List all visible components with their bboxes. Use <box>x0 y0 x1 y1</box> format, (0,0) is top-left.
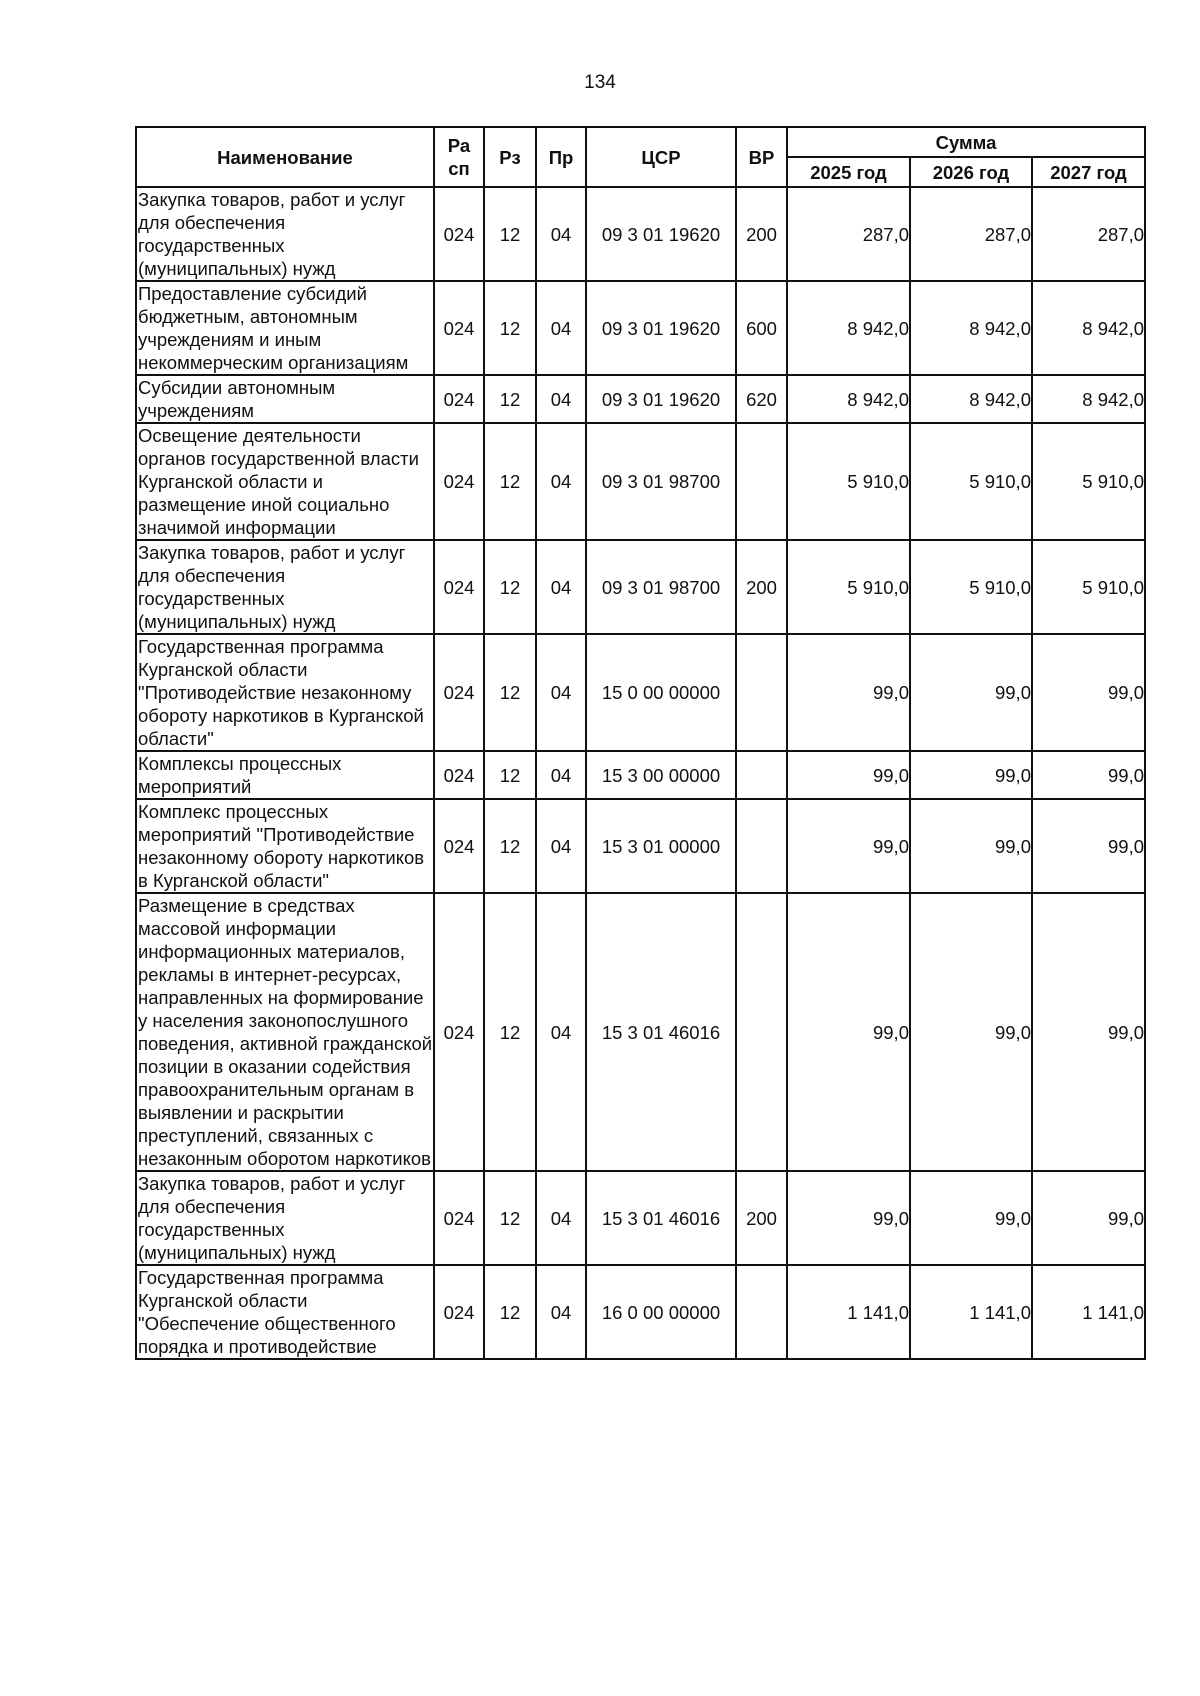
table-body <box>136 187 1145 1359</box>
cell-2025: 8 942,0 <box>787 281 910 375</box>
header-csr: ЦСР <box>586 127 736 187</box>
cell-name: Комплексы процессных мероприятий <box>136 751 434 799</box>
cell-vr <box>736 893 787 1171</box>
cell-rz: 12 <box>484 634 536 751</box>
cell-rasp: 024 <box>434 634 484 751</box>
cell-name: Размещение в средствах массовой информации информационных материалов, рекламы в интернет-ресурсах, направленных на формирование у населения законопослушного поведения, активной гражданской позиции в оказании содействия правоохранительным органам в выявлении и раскрытии преступлений, связанных с незаконным оборотом наркотиков <box>138 895 433 1169</box>
cell-csr: 09 3 01 19620 <box>586 187 736 281</box>
cell-name: Закупка товаров, работ и услуг для обеспечения государственных (муниципальных) нужд <box>136 187 434 281</box>
header-rasp-top: Ра <box>447 135 471 156</box>
table-row <box>136 751 1145 799</box>
cell-2027: 99,0 <box>1032 1171 1145 1265</box>
page-number: 134 <box>584 72 616 93</box>
cell-2025: 99,0 <box>787 1171 910 1265</box>
table-row <box>136 893 1145 1171</box>
cell-2026: 99,0 <box>910 799 1032 893</box>
cell-pr: 04 <box>536 375 586 423</box>
cell-rasp: 024 <box>434 751 484 799</box>
header-name: Наименование <box>136 127 434 187</box>
cell-2027: 8 942,0 <box>1032 375 1145 423</box>
cell-2026: 99,0 <box>910 634 1032 751</box>
table-row <box>136 799 1145 893</box>
cell-pr: 04 <box>536 1171 586 1265</box>
cell-2026: 99,0 <box>910 1171 1032 1265</box>
cell-2026: 8 942,0 <box>910 375 1032 423</box>
cell-rz: 12 <box>484 187 536 281</box>
header-rasp-bottom: сп <box>448 158 470 179</box>
cell-rz: 12 <box>484 799 536 893</box>
cell-rasp: 024 <box>434 893 484 1171</box>
cell-csr: 15 3 01 46016 <box>586 893 736 1171</box>
cell-rz: 12 <box>484 1265 536 1359</box>
cell-2025: 287,0 <box>787 187 910 281</box>
cell-rz: 12 <box>484 893 536 1171</box>
cell-vr <box>736 423 787 540</box>
cell-2026: 99,0 <box>910 751 1032 799</box>
cell-name: Государственная программа Курганской области "Противодействие незаконному обороту наркотиков в Курганской области" <box>136 634 434 751</box>
cell-name: Закупка товаров, работ и услуг для обеспечения государственных (муниципальных) нужд <box>136 1171 434 1265</box>
cell-rz: 12 <box>484 375 536 423</box>
cell-rasp: 024 <box>434 281 484 375</box>
cell-pr: 04 <box>536 1265 586 1359</box>
cell-pr: 04 <box>536 423 586 540</box>
cell-rz: 12 <box>484 540 536 634</box>
header-year-2026: 2026 год <box>910 157 1032 187</box>
cell-rasp: 024 <box>434 799 484 893</box>
cell-vr: 600 <box>736 281 787 375</box>
cell-vr <box>736 1265 787 1359</box>
cell-csr: 09 3 01 98700 <box>586 540 736 634</box>
cell-vr <box>736 799 787 893</box>
cell-2025: 99,0 <box>787 799 910 893</box>
cell-rasp: 024 <box>434 375 484 423</box>
cell-pr: 04 <box>536 751 586 799</box>
cell-pr: 04 <box>536 634 586 751</box>
cell-csr: 09 3 01 19620 <box>586 375 736 423</box>
cell-2025: 1 141,0 <box>787 1265 910 1359</box>
header-vr: ВР <box>736 127 787 187</box>
table-row <box>136 540 1145 634</box>
cell-rz: 12 <box>484 281 536 375</box>
cell-csr: 15 3 00 00000 <box>586 751 736 799</box>
table-row <box>136 1171 1145 1265</box>
cell-name: Освещение деятельности органов государственной власти Курганской области и размещение иной социально значимой информации <box>136 423 434 540</box>
header-row-top <box>136 127 1145 157</box>
table-row <box>136 281 1145 375</box>
cell-2027: 8 942,0 <box>1032 281 1145 375</box>
cell-rasp: 024 <box>434 187 484 281</box>
cell-pr: 04 <box>536 799 586 893</box>
header-rasp <box>434 127 484 187</box>
cell-name: Комплекс процессных мероприятий "Противодействие незаконному обороту наркотиков в Курганской области" <box>136 799 434 893</box>
cell-vr: 200 <box>736 1171 787 1265</box>
cell-2025: 8 942,0 <box>787 375 910 423</box>
cell-2026: 5 910,0 <box>910 540 1032 634</box>
cell-2027: 99,0 <box>1032 893 1145 1171</box>
cell-rasp: 024 <box>434 1265 484 1359</box>
cell-2027: 5 910,0 <box>1032 423 1145 540</box>
table-row <box>136 423 1145 540</box>
cell-2025: 5 910,0 <box>787 540 910 634</box>
cell-2026: 5 910,0 <box>910 423 1032 540</box>
cell-2027: 287,0 <box>1032 187 1145 281</box>
cell-csr: 15 0 00 00000 <box>586 634 736 751</box>
cell-vr: 200 <box>736 187 787 281</box>
cell-pr: 04 <box>536 893 586 1171</box>
cell-name: Предоставление субсидий бюджетным, автономным учреждениям и иным некоммерческим организациям <box>136 281 434 375</box>
cell-2026: 287,0 <box>910 187 1032 281</box>
cell-pr: 04 <box>536 187 586 281</box>
cell-rasp: 024 <box>434 540 484 634</box>
table-row <box>136 187 1145 281</box>
cell-pr: 04 <box>536 281 586 375</box>
cell-vr: 200 <box>736 540 787 634</box>
cell-name: Субсидии автономным учреждениям <box>136 375 434 423</box>
cell-vr <box>736 634 787 751</box>
cell-vr: 620 <box>736 375 787 423</box>
header-rz: Рз <box>484 127 536 187</box>
cell-rz: 12 <box>484 1171 536 1265</box>
cell-csr: 09 3 01 19620 <box>586 281 736 375</box>
cell-csr: 15 3 01 00000 <box>586 799 736 893</box>
header-pr: Пр <box>536 127 586 187</box>
cell-csr: 16 0 00 00000 <box>586 1265 736 1359</box>
cell-rz: 12 <box>484 751 536 799</box>
cell-2025: 5 910,0 <box>787 423 910 540</box>
budget-table <box>135 126 1146 1360</box>
cell-rasp: 024 <box>434 423 484 540</box>
header-year-2025: 2025 год <box>787 157 910 187</box>
cell-vr <box>736 751 787 799</box>
table-row <box>136 634 1145 751</box>
cell-2027: 5 910,0 <box>1032 540 1145 634</box>
cell-csr: 09 3 01 98700 <box>586 423 736 540</box>
header-sum: Сумма <box>787 127 1145 157</box>
cell-2026: 8 942,0 <box>910 281 1032 375</box>
header-year-2027: 2027 год <box>1032 157 1145 187</box>
cell-name: Закупка товаров, работ и услуг для обеспечения государственных (муниципальных) нужд <box>136 540 434 634</box>
cell-2027: 99,0 <box>1032 799 1145 893</box>
table-row <box>136 375 1145 423</box>
cell-name: Государственная программа Курганской области "Обеспечение общественного порядка и противодействие <box>136 1265 434 1359</box>
cell-2026: 1 141,0 <box>910 1265 1032 1359</box>
cell-pr: 04 <box>536 540 586 634</box>
cell-2027: 99,0 <box>1032 751 1145 799</box>
cell-2026: 99,0 <box>910 893 1032 1171</box>
cell-2025: 99,0 <box>787 634 910 751</box>
cell-2025: 99,0 <box>787 751 910 799</box>
cell-rasp: 024 <box>434 1171 484 1265</box>
cell-csr: 15 3 01 46016 <box>586 1171 736 1265</box>
cell-2027: 1 141,0 <box>1032 1265 1145 1359</box>
cell-2025: 99,0 <box>787 893 910 1171</box>
table-row <box>136 1265 1145 1359</box>
cell-2027: 99,0 <box>1032 634 1145 751</box>
cell-rz: 12 <box>484 423 536 540</box>
